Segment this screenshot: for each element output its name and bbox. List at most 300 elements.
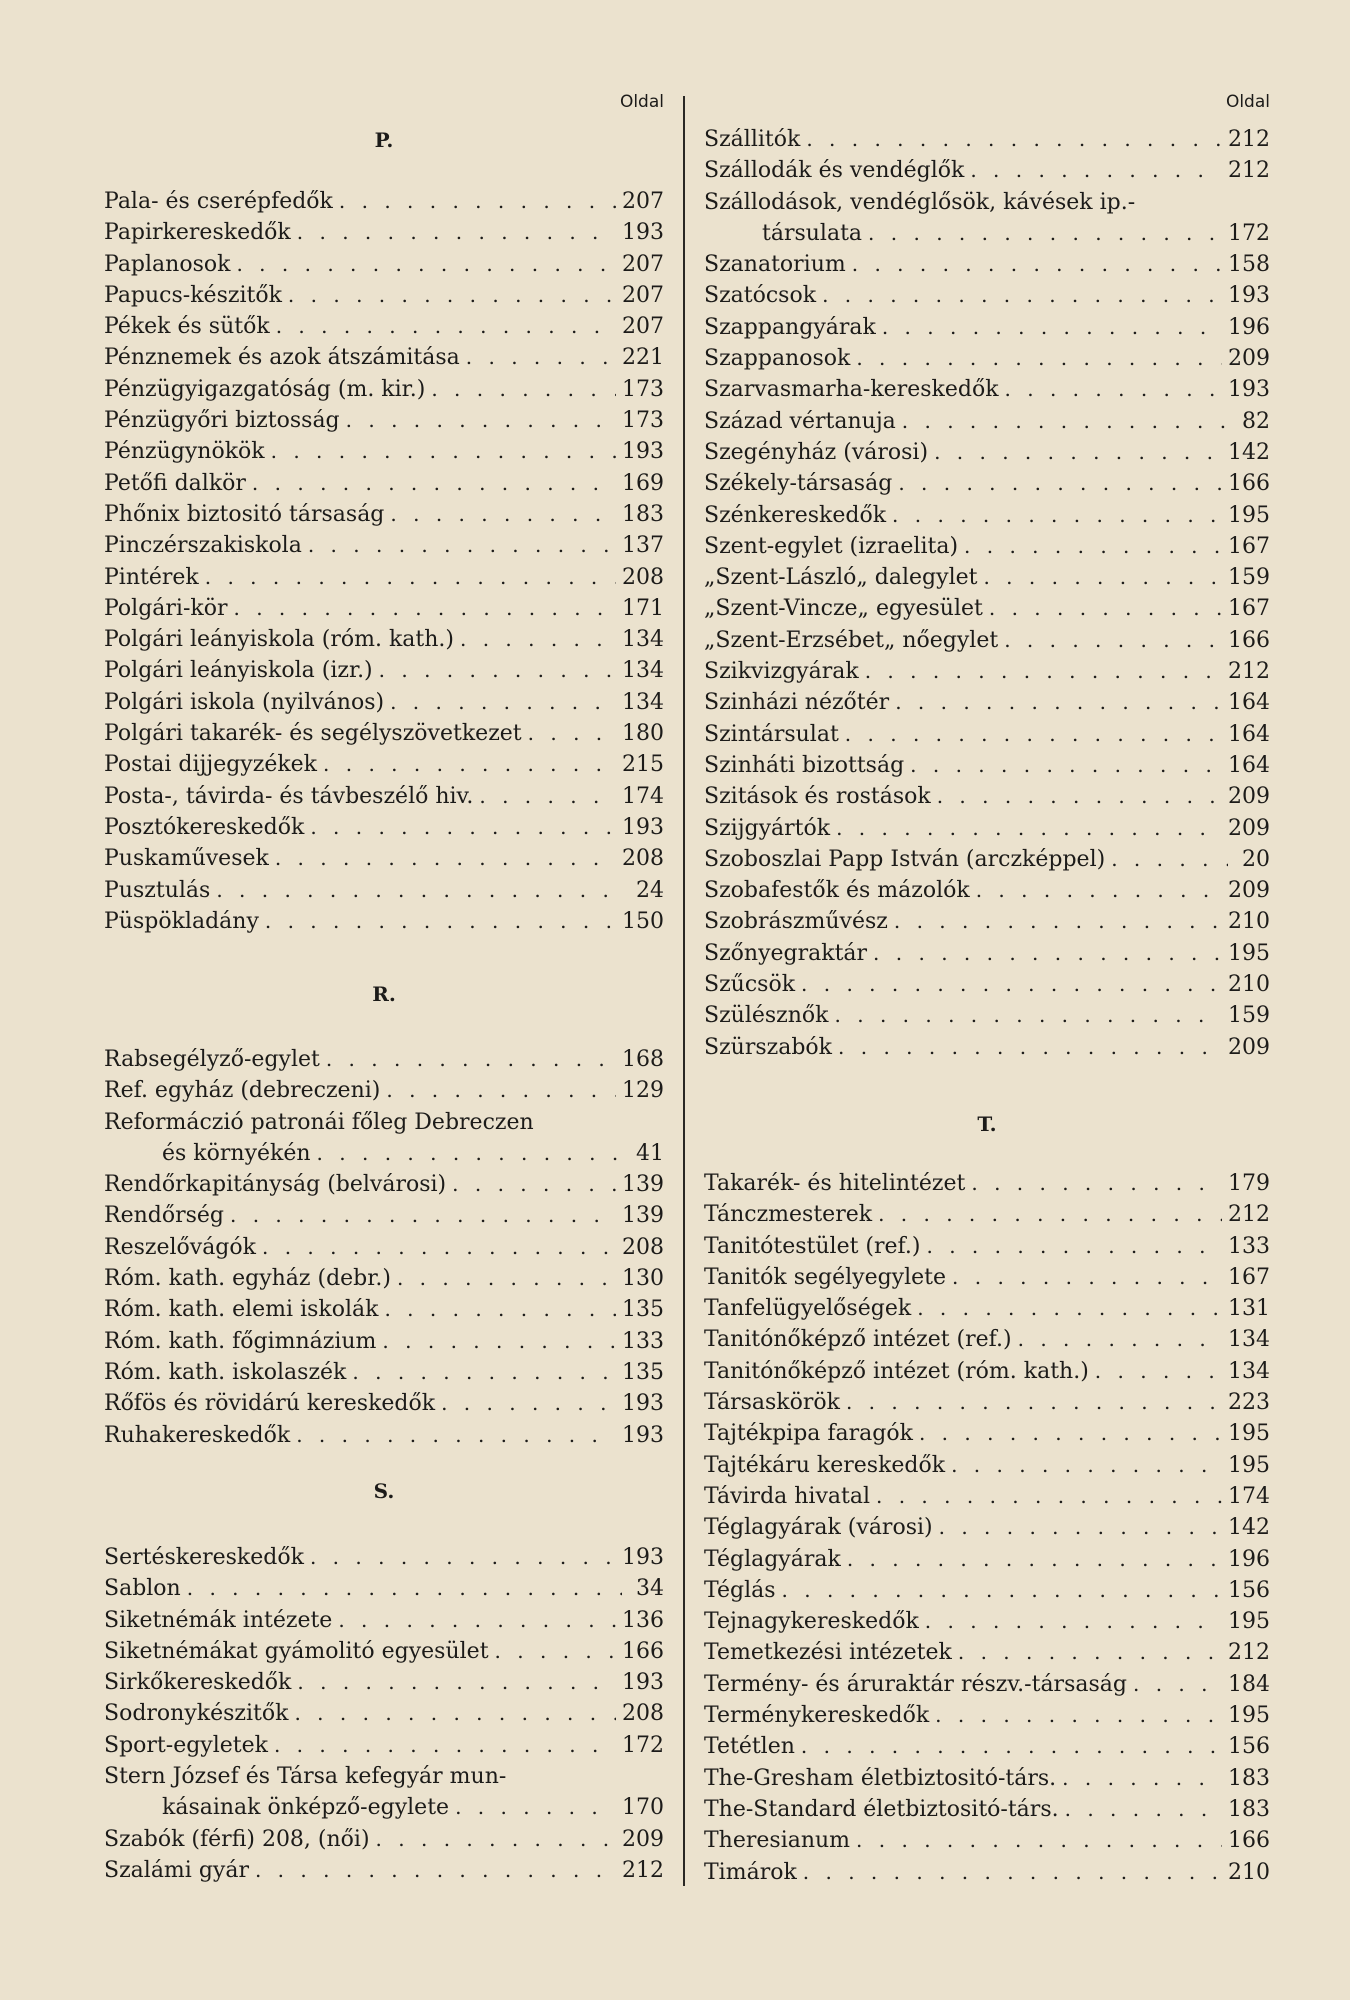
index-entry bbox=[104, 1326, 664, 1357]
dot-leader bbox=[952, 1262, 1222, 1293]
dot-leader bbox=[989, 593, 1222, 624]
dot-leader bbox=[294, 1698, 616, 1729]
entry-name: Távirda hivatal bbox=[704, 1483, 870, 1509]
index-entry bbox=[704, 906, 1270, 937]
entry-page-number: 196 bbox=[1228, 314, 1270, 340]
dot-leader bbox=[495, 1636, 616, 1667]
entry-name: Század vértanuja bbox=[704, 408, 896, 434]
dot-leader bbox=[801, 969, 1222, 1000]
entry-name: Paplanosok bbox=[104, 251, 231, 277]
index-entry bbox=[104, 1075, 664, 1106]
entry-name: Polgári leányiskola (róm. kath.) bbox=[104, 627, 454, 653]
entry-page-number: 129 bbox=[622, 1078, 664, 1104]
index-entry bbox=[704, 500, 1270, 531]
index-entry bbox=[704, 312, 1270, 343]
entry-name: The-Standard életbiztositó-társ. bbox=[704, 1796, 1059, 1822]
index-entry bbox=[704, 844, 1270, 875]
section-letter-t: T. bbox=[977, 1112, 997, 1136]
entry-name: Szinházi nézőtér bbox=[704, 690, 890, 716]
dot-leader bbox=[528, 718, 616, 749]
index-entry bbox=[104, 280, 664, 311]
index-entry bbox=[704, 218, 1270, 249]
entry-page-number: 134 bbox=[622, 627, 664, 653]
entry-name: Tanfelügyelőségek bbox=[704, 1296, 912, 1322]
dot-leader bbox=[271, 436, 616, 467]
entry-page-number: 24 bbox=[636, 877, 664, 903]
entry-page-number: 207 bbox=[622, 314, 664, 340]
index-entry bbox=[704, 1262, 1270, 1293]
index-entry bbox=[104, 499, 664, 530]
index-entry bbox=[704, 813, 1270, 844]
entry-page-number: 183 bbox=[1228, 1765, 1270, 1791]
dot-leader bbox=[868, 218, 1222, 249]
entry-name: Papirkereskedők bbox=[104, 220, 291, 246]
dot-leader bbox=[460, 624, 616, 655]
index-entry bbox=[704, 1794, 1270, 1825]
entry-name: Téglagyárak bbox=[704, 1546, 841, 1572]
entry-name: Polgári takarék- és segélyszövetkezet bbox=[104, 721, 522, 747]
entry-page-number: 212 bbox=[1228, 158, 1270, 184]
dot-leader bbox=[265, 906, 616, 937]
index-entry bbox=[704, 1763, 1270, 1794]
dot-leader bbox=[297, 217, 616, 248]
dot-leader bbox=[275, 843, 616, 874]
entry-page-number: 193 bbox=[622, 220, 664, 246]
index-entry bbox=[704, 437, 1270, 468]
index-entry bbox=[704, 1637, 1270, 1668]
index-entry bbox=[104, 1263, 664, 1294]
entry-name: Szinháti bizottság bbox=[704, 752, 905, 778]
index-entry bbox=[704, 593, 1270, 624]
entry-page-number: 170 bbox=[622, 1795, 664, 1821]
entry-name: kásainak önképző-egylete bbox=[162, 1795, 450, 1821]
index-entry bbox=[704, 1669, 1270, 1700]
dot-leader bbox=[919, 1418, 1222, 1449]
dot-leader bbox=[894, 906, 1222, 937]
dot-leader bbox=[1095, 1356, 1222, 1387]
index-entry bbox=[704, 1293, 1270, 1324]
dot-leader bbox=[935, 1700, 1222, 1731]
index-entry bbox=[704, 625, 1270, 656]
index-entry bbox=[104, 781, 664, 812]
dot-leader bbox=[187, 1573, 622, 1604]
index-entry bbox=[104, 1573, 664, 1604]
index-entry bbox=[104, 875, 664, 906]
entry-list-p bbox=[104, 186, 664, 937]
dot-leader bbox=[782, 1575, 1222, 1606]
entry-name: Szülésznők bbox=[704, 1003, 829, 1029]
entry-page-number: 156 bbox=[1228, 1577, 1270, 1603]
dot-leader bbox=[386, 1075, 616, 1106]
dot-leader bbox=[882, 312, 1222, 343]
entry-page-number: 207 bbox=[622, 282, 664, 308]
index-entry bbox=[704, 343, 1270, 374]
entry-name: és környékén bbox=[162, 1140, 311, 1166]
index-entry bbox=[104, 624, 664, 655]
entry-page-number: 215 bbox=[622, 752, 664, 778]
dot-leader bbox=[1133, 1669, 1222, 1700]
index-entry bbox=[104, 1357, 664, 1388]
dot-leader bbox=[902, 406, 1228, 437]
entry-list-s bbox=[104, 1542, 664, 1886]
index-entry bbox=[704, 781, 1270, 812]
index-entry bbox=[104, 812, 664, 843]
entry-page-number: 180 bbox=[622, 721, 664, 747]
entry-page-number: 212 bbox=[1228, 1202, 1270, 1228]
entry-name: Szintársulat bbox=[704, 721, 839, 747]
entry-page-number: 195 bbox=[1228, 1421, 1270, 1447]
entry-list-t bbox=[704, 1168, 1270, 1888]
dot-leader bbox=[803, 1857, 1222, 1888]
entry-name: Theresianum bbox=[704, 1828, 851, 1854]
entry-page-number: 172 bbox=[1228, 220, 1270, 246]
entry-page-number: 41 bbox=[636, 1140, 664, 1166]
entry-page-number: 137 bbox=[622, 533, 664, 559]
section-letter-r: R. bbox=[372, 982, 396, 1006]
index-entry bbox=[104, 468, 664, 499]
dot-leader bbox=[441, 1388, 616, 1419]
entry-page-number: 209 bbox=[1228, 815, 1270, 841]
index-entry bbox=[104, 1761, 664, 1792]
dot-leader bbox=[801, 1731, 1222, 1762]
entry-page-number: 210 bbox=[1228, 1859, 1270, 1885]
section-letter-p: P. bbox=[374, 128, 394, 152]
entry-list-r bbox=[104, 1044, 664, 1451]
entry-name: Szappanosok bbox=[704, 346, 851, 372]
entry-name: Tanitók segélyegylete bbox=[704, 1264, 947, 1290]
entry-page-number: 193 bbox=[622, 814, 664, 840]
dot-leader bbox=[1062, 1763, 1222, 1794]
page-column-header: Oldal bbox=[619, 92, 664, 112]
entry-page-number: 167 bbox=[1228, 596, 1270, 622]
dot-leader bbox=[233, 593, 616, 624]
entry-page-number: 134 bbox=[1228, 1327, 1270, 1353]
dot-leader bbox=[310, 812, 616, 843]
index-entry bbox=[104, 562, 664, 593]
entry-name: Rőfös és rövidárú kereskedők bbox=[104, 1391, 436, 1417]
dot-leader bbox=[352, 1357, 616, 1388]
entry-name: Püspökladány bbox=[104, 908, 259, 934]
entry-name: Szanatorium bbox=[704, 252, 846, 278]
entry-name: Posta-, távirda- és távbeszélő hiv. bbox=[104, 783, 474, 809]
index-entry bbox=[104, 655, 664, 686]
entry-page-number: 142 bbox=[1228, 1515, 1270, 1541]
entry-page-number: 221 bbox=[622, 345, 664, 371]
index-entry bbox=[104, 530, 664, 561]
dot-leader bbox=[873, 938, 1222, 969]
entry-page-number: 134 bbox=[622, 689, 664, 715]
entry-name: Pékek és sütők bbox=[104, 314, 270, 340]
index-entry bbox=[704, 280, 1270, 311]
dot-leader bbox=[230, 1200, 616, 1231]
dot-leader bbox=[937, 781, 1222, 812]
entry-page-number: 20 bbox=[1242, 846, 1270, 872]
section-letter-s: S. bbox=[373, 1479, 395, 1503]
entry-name: Tanitónőképző intézet (ref.) bbox=[704, 1327, 1012, 1353]
dot-leader bbox=[216, 875, 622, 906]
index-entry bbox=[104, 593, 664, 624]
entry-page-number: 159 bbox=[1228, 565, 1270, 591]
entry-page-number: 134 bbox=[1228, 1358, 1270, 1384]
entry-name: Siketnémák intézete bbox=[104, 1607, 333, 1633]
dot-leader bbox=[806, 124, 1222, 155]
dot-leader bbox=[958, 1637, 1222, 1668]
entry-name: Sport-egyletek bbox=[104, 1732, 268, 1758]
dot-leader bbox=[836, 813, 1222, 844]
index-entry bbox=[704, 875, 1270, 906]
entry-page-number: 167 bbox=[1228, 1264, 1270, 1290]
dot-leader bbox=[346, 405, 616, 436]
entry-name: Tanitónőképző intézet (róm. kath.) bbox=[704, 1358, 1089, 1384]
entry-page-number: 195 bbox=[1228, 1609, 1270, 1635]
dot-leader bbox=[297, 1667, 616, 1698]
index-entry bbox=[104, 1824, 664, 1855]
entry-name: Rabsegélyző-egylet bbox=[104, 1047, 320, 1072]
entry-name: Szállodák és vendéglők bbox=[704, 158, 965, 184]
entry-name: Tajtékpipa faragók bbox=[704, 1421, 913, 1447]
index-entry bbox=[104, 217, 664, 248]
dot-leader bbox=[466, 342, 616, 373]
dot-leader bbox=[276, 311, 616, 342]
entry-name: Stern József és Társa kefegyár mun- bbox=[104, 1764, 507, 1790]
entry-name: Timárok bbox=[704, 1859, 797, 1885]
entry-page-number: 212 bbox=[1228, 659, 1270, 685]
index-entry bbox=[104, 687, 664, 718]
entry-name: Rendőrkapitányság (belvárosi) bbox=[104, 1172, 447, 1198]
entry-name: társulata bbox=[762, 220, 863, 246]
entry-page-number: 193 bbox=[1228, 377, 1270, 403]
entry-page-number: 131 bbox=[1228, 1296, 1270, 1322]
entry-page-number: 164 bbox=[1228, 752, 1270, 778]
dot-leader bbox=[876, 1481, 1222, 1512]
dot-leader bbox=[971, 1168, 1222, 1199]
index-entry bbox=[704, 531, 1270, 562]
dot-leader bbox=[1018, 1324, 1222, 1355]
dot-leader bbox=[1004, 625, 1222, 656]
entry-page-number: 135 bbox=[622, 1359, 664, 1385]
index-entry bbox=[704, 1512, 1270, 1543]
entry-name: Tetétlen bbox=[704, 1734, 795, 1760]
dot-leader bbox=[479, 781, 616, 812]
dot-leader bbox=[390, 499, 616, 530]
entry-page-number: 208 bbox=[622, 1701, 664, 1727]
entry-page-number: 195 bbox=[1228, 1703, 1270, 1729]
entry-name: Róm. kath. egyház (debr.) bbox=[104, 1266, 391, 1292]
entry-name: Sertéskereskedők bbox=[104, 1545, 304, 1570]
dot-leader bbox=[431, 374, 616, 405]
dot-leader bbox=[205, 562, 616, 593]
dot-leader bbox=[835, 1000, 1222, 1031]
dot-leader bbox=[326, 1044, 616, 1075]
index-entry bbox=[704, 1231, 1270, 1262]
dot-leader bbox=[262, 1232, 616, 1263]
entry-name: Szobrászművész bbox=[704, 909, 888, 935]
entry-page-number: 173 bbox=[622, 408, 664, 434]
dot-leader bbox=[274, 1730, 616, 1761]
entry-name: Szatócsok bbox=[704, 283, 817, 309]
dot-leader bbox=[339, 186, 616, 217]
entry-page-number: 150 bbox=[622, 908, 664, 934]
entry-name: Puskaművesek bbox=[104, 846, 269, 872]
index-entry bbox=[104, 1698, 664, 1729]
dot-leader bbox=[308, 530, 616, 561]
index-entry bbox=[704, 1825, 1270, 1856]
index-entry bbox=[704, 374, 1270, 405]
entry-page-number: 166 bbox=[622, 1638, 664, 1664]
index-entry bbox=[704, 938, 1270, 969]
entry-page-number: 207 bbox=[622, 189, 664, 214]
entry-page-number: 193 bbox=[622, 1391, 664, 1417]
entry-name: Termény- és áruraktár részv.-társaság bbox=[704, 1671, 1127, 1697]
dot-leader bbox=[847, 1544, 1222, 1575]
entry-name: Róm. kath. elemi iskolák bbox=[104, 1297, 379, 1323]
dot-leader bbox=[376, 1824, 616, 1855]
index-entry bbox=[704, 1032, 1270, 1063]
dot-leader bbox=[964, 531, 1222, 562]
entry-list-sz bbox=[704, 124, 1270, 1063]
dot-leader bbox=[310, 1542, 616, 1573]
entry-page-number: 193 bbox=[1228, 283, 1270, 309]
entry-page-number: 172 bbox=[622, 1732, 664, 1758]
index-entry bbox=[704, 1356, 1270, 1387]
entry-name: Szikvizgyárak bbox=[704, 659, 859, 685]
entry-name: Postai dijjegyzékek bbox=[104, 752, 318, 778]
entry-name: Szappangyárak bbox=[704, 314, 876, 340]
index-entry bbox=[104, 1542, 664, 1573]
entry-name: Polgári-kör bbox=[104, 595, 228, 621]
entry-page-number: 209 bbox=[622, 1826, 664, 1852]
index-entry bbox=[104, 436, 664, 467]
index-entry bbox=[104, 843, 664, 874]
entry-page-number: 179 bbox=[1228, 1171, 1270, 1196]
index-entry bbox=[104, 186, 664, 217]
dot-leader bbox=[951, 1450, 1222, 1481]
entry-name: Szoboszlai Papp István (arczképpel) bbox=[704, 846, 1106, 872]
index-entry bbox=[704, 1606, 1270, 1637]
dot-leader bbox=[1065, 1794, 1222, 1825]
entry-name: Szállitók bbox=[704, 127, 801, 152]
index-entry bbox=[104, 1636, 664, 1667]
entry-name: Reszelővágók bbox=[104, 1234, 256, 1260]
dot-leader bbox=[983, 562, 1222, 593]
entry-name: Pintérek bbox=[104, 564, 199, 590]
entry-page-number: 136 bbox=[622, 1607, 664, 1633]
index-entry bbox=[704, 468, 1270, 499]
dot-leader bbox=[898, 468, 1222, 499]
index-entry bbox=[104, 1605, 664, 1636]
index-entry bbox=[104, 405, 664, 436]
entry-page-number: 174 bbox=[622, 783, 664, 809]
index-entry bbox=[704, 155, 1270, 186]
entry-page-number: 209 bbox=[1228, 346, 1270, 372]
dot-leader bbox=[323, 749, 616, 780]
index-entry bbox=[704, 969, 1270, 1000]
dot-leader bbox=[926, 1231, 1222, 1262]
entry-page-number: 209 bbox=[1228, 784, 1270, 810]
index-entry bbox=[104, 1169, 664, 1200]
dot-leader bbox=[846, 1387, 1222, 1418]
entry-name: Sirkőkereskedők bbox=[104, 1670, 292, 1696]
index-entry bbox=[704, 1168, 1270, 1199]
entry-page-number: 133 bbox=[622, 1328, 664, 1354]
dot-leader bbox=[925, 1606, 1222, 1637]
dot-leader bbox=[917, 1293, 1222, 1324]
entry-page-number: 193 bbox=[622, 1670, 664, 1696]
entry-page-number: 159 bbox=[1228, 1003, 1270, 1029]
entry-page-number: 133 bbox=[1228, 1233, 1270, 1259]
dot-leader bbox=[252, 468, 616, 499]
index-entry bbox=[704, 1418, 1270, 1449]
entry-name: Róm. kath. főgimnázium bbox=[104, 1328, 377, 1354]
entry-page-number: 166 bbox=[1228, 471, 1270, 497]
entry-page-number: 210 bbox=[1228, 972, 1270, 998]
index-entry bbox=[704, 1199, 1270, 1230]
index-entry bbox=[704, 1544, 1270, 1575]
entry-page-number: 193 bbox=[622, 1545, 664, 1570]
dot-leader bbox=[856, 343, 1222, 374]
entry-name: Szobafestők és mázolók bbox=[704, 878, 970, 904]
index-entry bbox=[704, 1731, 1270, 1762]
entry-name: Szűcsök bbox=[704, 972, 796, 998]
entry-name: Pinczérszakiskola bbox=[104, 533, 302, 559]
dot-leader bbox=[845, 719, 1222, 750]
entry-page-number: 156 bbox=[1228, 1734, 1270, 1760]
entry-name: Társaskörök bbox=[704, 1390, 840, 1416]
index-entry bbox=[704, 1000, 1270, 1031]
dot-leader bbox=[296, 1420, 616, 1451]
entry-page-number: 223 bbox=[1228, 1390, 1270, 1416]
entry-name: Szürszabók bbox=[704, 1034, 833, 1060]
index-entry bbox=[704, 1857, 1270, 1888]
entry-page-number: 183 bbox=[1228, 1796, 1270, 1822]
entry-name: Siketnémákat gyámolitó egyesület bbox=[104, 1638, 489, 1664]
entry-name: Pénzügyigazgatóság (m. kir.) bbox=[104, 376, 426, 402]
entry-name: „Szent-Vincze„ egyesület bbox=[704, 596, 983, 622]
dot-leader bbox=[382, 1326, 616, 1357]
entry-name: Takarék- és hitelintézet bbox=[704, 1171, 966, 1196]
entry-name: Phőnix biztositó társaság bbox=[104, 501, 385, 527]
dot-leader bbox=[838, 1032, 1222, 1063]
entry-page-number: 171 bbox=[622, 595, 664, 621]
dot-leader bbox=[856, 1825, 1222, 1856]
dot-leader bbox=[338, 1605, 616, 1636]
entry-page-number: 139 bbox=[622, 1172, 664, 1198]
index-entry bbox=[104, 1730, 664, 1761]
entry-name: Ruhakereskedők bbox=[104, 1422, 291, 1448]
entry-page-number: 169 bbox=[622, 470, 664, 496]
entry-page-number: 130 bbox=[622, 1266, 664, 1292]
index-entry bbox=[704, 750, 1270, 781]
entry-page-number: 135 bbox=[622, 1297, 664, 1323]
index-entry bbox=[104, 1044, 664, 1075]
dot-leader bbox=[397, 1263, 616, 1294]
index-entry bbox=[104, 311, 664, 342]
entry-page-number: 193 bbox=[622, 1422, 664, 1448]
index-entry bbox=[704, 1324, 1270, 1355]
dot-leader bbox=[878, 1199, 1222, 1230]
entry-name: Terménykereskedők bbox=[704, 1703, 930, 1729]
entry-page-number: 164 bbox=[1228, 721, 1270, 747]
index-entry bbox=[104, 906, 664, 937]
entry-name: Téglás bbox=[704, 1577, 776, 1603]
index-entry bbox=[104, 1420, 664, 1451]
dot-leader bbox=[895, 687, 1222, 718]
entry-name: Róm. kath. iskolaszék bbox=[104, 1359, 347, 1385]
entry-name: Szarvasmarha-kereskedők bbox=[704, 377, 999, 403]
dot-leader bbox=[452, 1169, 616, 1200]
entry-name: Téglagyárak (városi) bbox=[704, 1515, 933, 1541]
dot-leader bbox=[390, 687, 616, 718]
